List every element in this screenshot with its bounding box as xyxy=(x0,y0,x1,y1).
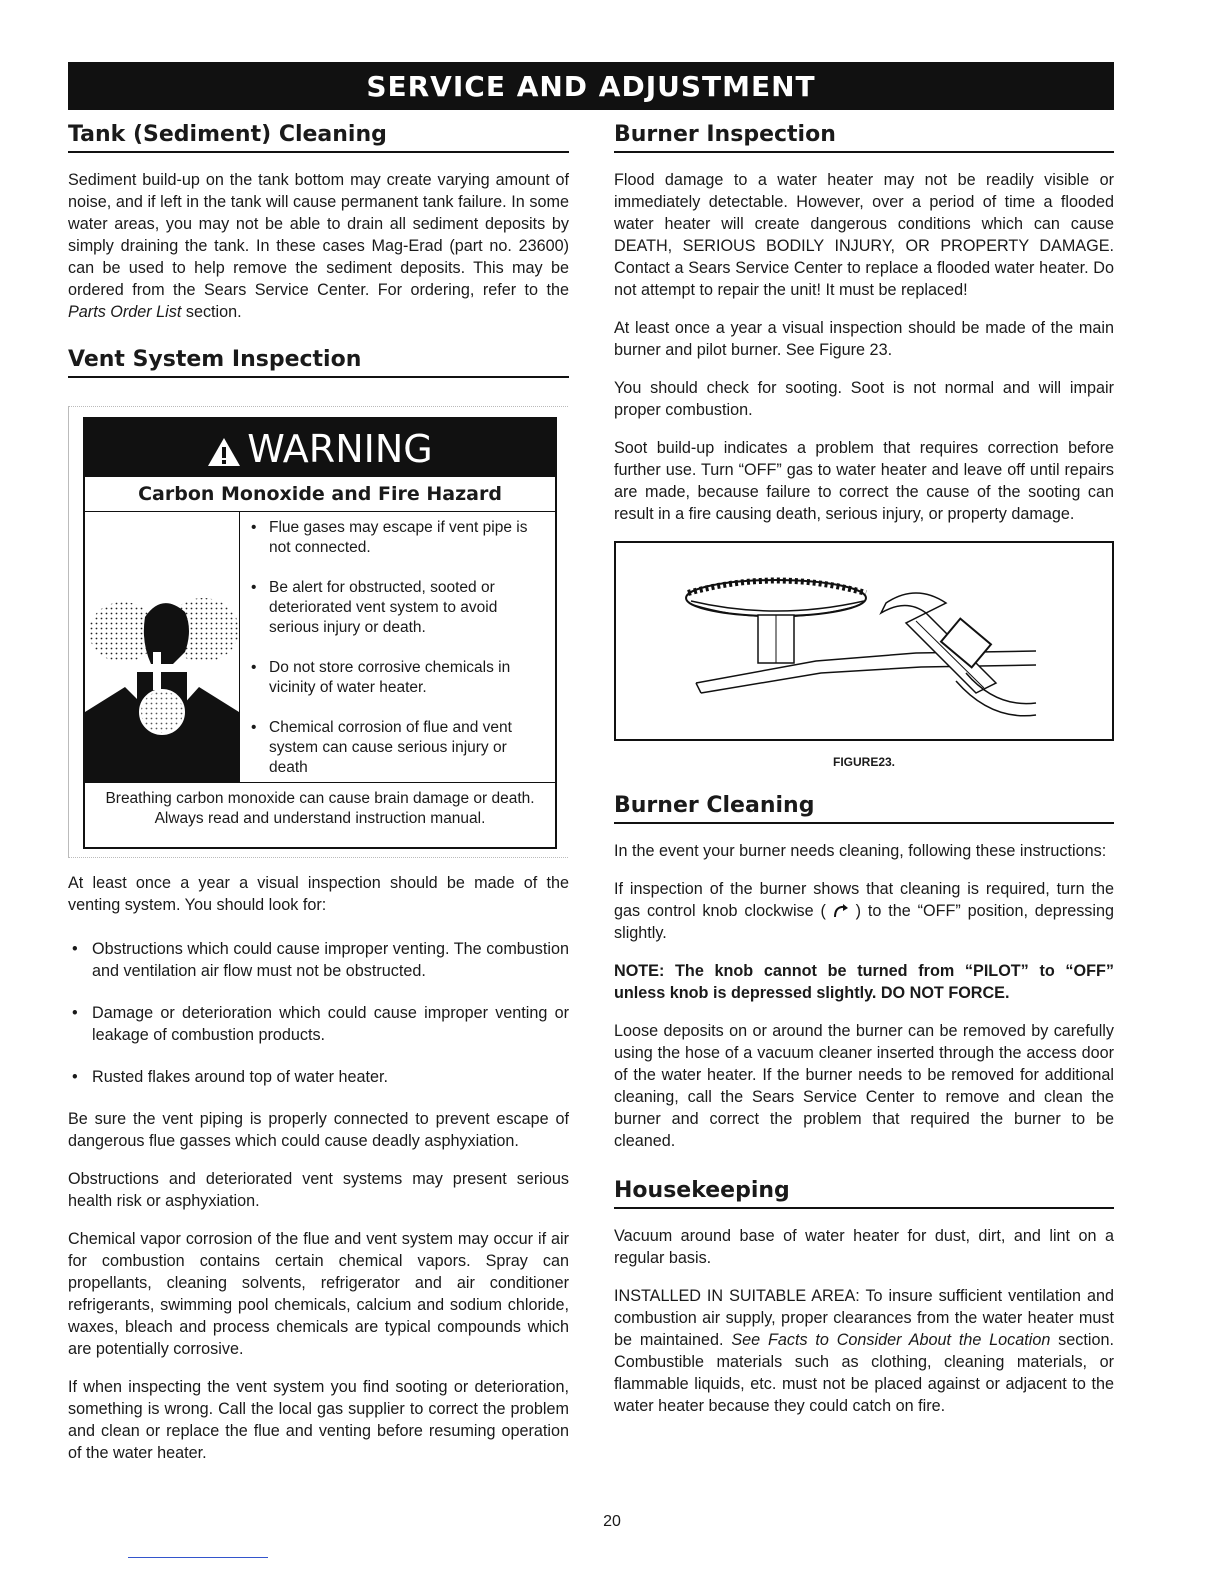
burner-inspection-paragraph-4: Soot build-up indicates a problem that requires correction before further use. Turn “OFF” gas to water heater and leave off until repairs are made, because failure to correct the cause of the sooting can result in a fire causing death, serious injury, or property damage. xyxy=(614,439,1114,523)
burner-cleaning-paragraph-3: Loose deposits on or around the burner can be removed by carefully using the hose of a vacuum cleaner inserted through the access door of the water heater. If the burner needs to be removed for additional cleaning, call the Sears Service Center to remove and clean the burner and correct the problem that required the burner to be cleaned. xyxy=(614,1022,1114,1150)
warning-body xyxy=(85,512,555,783)
carbon-monoxide-person-icon xyxy=(85,512,240,782)
tank-cleaning-paragraph: Sediment build-up on the tank bottom may create varying amount of noise, and if left in the tank will cause permanent tank failure. In some water areas, you may not be able to drain all sediment deposits by simply draining the tank. In these cases Mag-Erad (part no. 23600) can be used to help remove the sediment deposits. This may be ordered from the Sears Service Center. For ordering, refer to the Parts Order List section. xyxy=(68,171,569,321)
housekeeping-paragraph-1: Vacuum around base of water heater for dust, dirt, and lint on a regular basis. xyxy=(614,1227,1114,1267)
housekeeping-paragraph-2: INSTALLED IN SUITABLE AREA: To insure sufficient ventilation and combustion air supply, proper clearances from the water heater must be maintained. See Facts to Consider About the Location section. Combustible materials such as clothing, cleaning materials, or flammable liquids, etc. must not be placed against or adjacent to the water heater because they could catch on fire. xyxy=(614,1287,1114,1415)
burner-illustration-icon xyxy=(616,543,1112,739)
vent-inspection-heading: Vent System Inspection xyxy=(68,343,569,378)
vent-bullet: • Rusted flakes around top of water heater. xyxy=(68,1066,569,1088)
warning-item: • Flue gases may escape if vent pipe is not connected. xyxy=(249,518,549,558)
burner-cleaning-paragraph-1: In the event your burner needs cleaning, following these instructions: xyxy=(614,842,1107,860)
vent-bullet-list xyxy=(68,938,569,1088)
figure-caption: FIGURE23. xyxy=(832,755,895,769)
warning-footer: Breathing carbon monoxide can cause brain damage or death. Always read and understand instruction manual. xyxy=(105,790,535,827)
warning-item: • Be alert for obstructed, sooted or deteriorated vent system to avoid serious injury or death. xyxy=(249,578,549,638)
parts-order-list-ref: Parts Order List xyxy=(68,303,182,321)
vent-paragraph-3: Obstructions and deteriorated vent systems may present serious health risk or asphyxiation. xyxy=(68,1170,569,1210)
burner-cleaning-heading: Burner Cleaning xyxy=(614,789,1114,824)
burner-inspection-paragraph-2: At least once a year a visual inspection should be made of the main burner and pilot burner. See Figure 23. xyxy=(614,319,1114,359)
burner-inspection-heading: Burner Inspection xyxy=(614,118,1114,153)
section-banner: SERVICE AND ADJUSTMENT xyxy=(68,62,1114,110)
warning-triangle-icon xyxy=(207,437,241,467)
burner-inspection-paragraph-3: You should check for sooting. Soot is not normal and will impair proper combustion. xyxy=(614,379,1114,419)
footer-rule xyxy=(128,1557,268,1558)
burner-inspection-paragraph-1: Flood damage to a water heater may not be readily visible or immediately detectable. However, over a period of time a flooded water heater will create dangerous conditions which can cause DEATH, SERIOUS BODILY INJURY, OR PROPERTY DAMAGE. Contact a Sears Service Center to replace a flooded water heater. Do not attempt to repair the unit! It must be replaced! xyxy=(614,171,1114,299)
warning-list xyxy=(249,518,549,798)
burner-cleaning-note: NOTE: The knob cannot be turned from “PILOT” to “OFF” unless knob is depressed slightly. DO NOT FORCE. xyxy=(614,962,1114,1002)
tank-cleaning-heading: Tank (Sediment) Cleaning xyxy=(68,118,569,153)
burner-cleaning-paragraph-2: If inspection of the burner shows that cleaning is required, turn the gas control knob clockwise ( ) to the “OFF” position, depressing slightly. xyxy=(614,880,1114,942)
burner-figure xyxy=(614,541,1114,741)
warning-header xyxy=(85,419,555,477)
warning-panel xyxy=(68,406,568,858)
vent-paragraph-2: Be sure the vent piping is properly connected to prevent escape of dangerous flue gasses which could cause deadly asphyxiation. xyxy=(68,1110,569,1150)
left-column xyxy=(68,118,569,1464)
page-number: 20 xyxy=(603,1513,621,1530)
location-section-ref: See Facts to Consider About the Location xyxy=(731,1331,1051,1349)
warning-title: WARNING xyxy=(247,427,433,471)
vent-paragraph-4: Chemical vapor corrosion of the flue and vent system may occur if air for combustion contains certain chemical vapors. Spray can propellants, cleaning solvents, refrigerator and air conditioner refrigerants, swimming pool chemicals, calcium and sodium chloride, waxes, bleach and process chemicals are typical compounds which are potentially corrosive. xyxy=(68,1230,569,1358)
right-column xyxy=(614,118,1114,1417)
vent-intro-paragraph: At least once a year a visual inspection should be made of the venting system. You should look for: xyxy=(68,874,569,914)
clockwise-arrow-icon xyxy=(833,904,849,918)
housekeeping-heading: Housekeeping xyxy=(614,1174,1114,1209)
warning-item: • Do not store corrosive chemicals in vicinity of water heater. xyxy=(249,658,549,698)
warning-subtitle: Carbon Monoxide and Fire Hazard xyxy=(85,477,555,512)
vent-bullet: • Obstructions which could cause improper venting. The combustion and ventilation air flow must not be obstructed. xyxy=(68,938,569,982)
vent-paragraph-5: If when inspecting the vent system you find sooting or deterioration, something is wrong. Call the local gas supplier to correct the problem and clean or replace the flue and venting before resuming operation of the water heater. xyxy=(68,1378,569,1462)
warning-label xyxy=(83,417,557,849)
vent-bullet: • Damage or deterioration which could cause improper venting or leakage of combustion products. xyxy=(68,1002,569,1046)
warning-item: • Chemical corrosion of flue and vent system can cause serious injury or death xyxy=(249,718,549,778)
